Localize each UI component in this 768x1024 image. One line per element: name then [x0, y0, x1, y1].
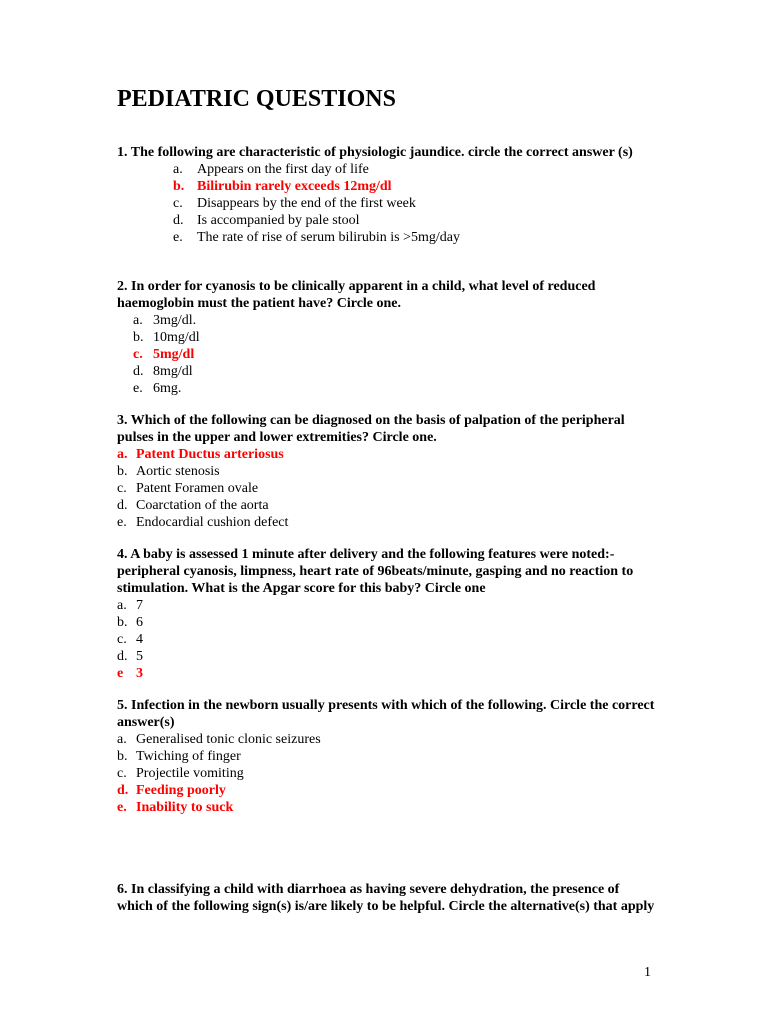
question-stem: 6. In classifying a child with diarrhoea as having severe dehydration, the presence of which of the following sign(s) is/are likely to be helpful. Circle the alternative(s) that apply [117, 882, 655, 914]
option-d: d. 8mg/dl [133, 364, 193, 379]
question-stem: 4. A baby is assessed 1 minute after delivery and the following features were noted:- peripheral cyanosis, limpness, heart rate of 96beats/minute, gasping and no reaction to stimulation. What is the Apgar score for this baby? Circle one [117, 547, 634, 596]
question-1 [117, 144, 657, 246]
option-c: c. Patent Foramen ovale [117, 481, 259, 496]
question-stem: 3. Which of the following can be diagnosed on the basis of palpation of the peripheral pulses in the upper and lower extremities? Circle one. [117, 413, 625, 445]
option-e: e. Endocardial cushion defect [117, 515, 289, 530]
question-2 [117, 278, 657, 397]
page-title: PEDIATRIC QUESTIONS [117, 86, 396, 112]
options-list [117, 597, 657, 682]
option-a: a. 7 [117, 598, 143, 613]
option-c: c. Disappears by the end of the first week [173, 196, 416, 211]
question-3 [117, 412, 657, 531]
page-number: 1 [644, 965, 651, 980]
option-e-answer: e 3 [117, 666, 143, 681]
question-stem: 1. The following are characteristic of physiologic jaundice. circle the correct answer (s) [117, 145, 633, 160]
options-list [117, 731, 657, 816]
option-b: b. Aortic stenosis [117, 464, 220, 479]
option-c: c. Projectile vomiting [117, 766, 244, 781]
options-list [117, 312, 657, 397]
question-stem: 2. In order for cyanosis to be clinically apparent in a child, what level of reduced haemoglobin must the patient have? Circle one. [117, 279, 596, 311]
option-e-answer: e. Inability to suck [117, 800, 234, 815]
option-a-answer: a. Patent Ductus arteriosus [117, 447, 284, 462]
question-stem: 5. Infection in the newborn usually presents with which of the following. Circle the correct answer(s) [117, 698, 655, 730]
option-e: e. The rate of rise of serum bilirubin is >5mg/day [173, 230, 460, 245]
option-a: a. Appears on the first day of life [173, 162, 369, 177]
options-list [117, 161, 657, 246]
option-c-answer: c. 5mg/dl [133, 347, 195, 362]
option-d: d. Coarctation of the aorta [117, 498, 269, 513]
option-d-answer: d. Feeding poorly [117, 783, 226, 798]
options-list [117, 446, 657, 531]
question-4 [117, 546, 657, 682]
option-b: b. 10mg/dl [133, 330, 200, 345]
option-e: e. 6mg. [133, 381, 182, 396]
option-d: d. Is accompanied by pale stool [173, 213, 360, 228]
option-a: a. 3mg/dl. [133, 313, 197, 328]
option-b: b. 6 [117, 615, 143, 630]
option-b-answer: b. Bilirubin rarely exceeds 12mg/dl [173, 179, 392, 194]
question-5 [117, 697, 657, 816]
question-6 [117, 881, 657, 915]
option-b: b. Twiching of finger [117, 749, 241, 764]
option-a: a. Generalised tonic clonic seizures [117, 732, 321, 747]
option-c: c. 4 [117, 632, 143, 647]
option-d: d. 5 [117, 649, 143, 664]
